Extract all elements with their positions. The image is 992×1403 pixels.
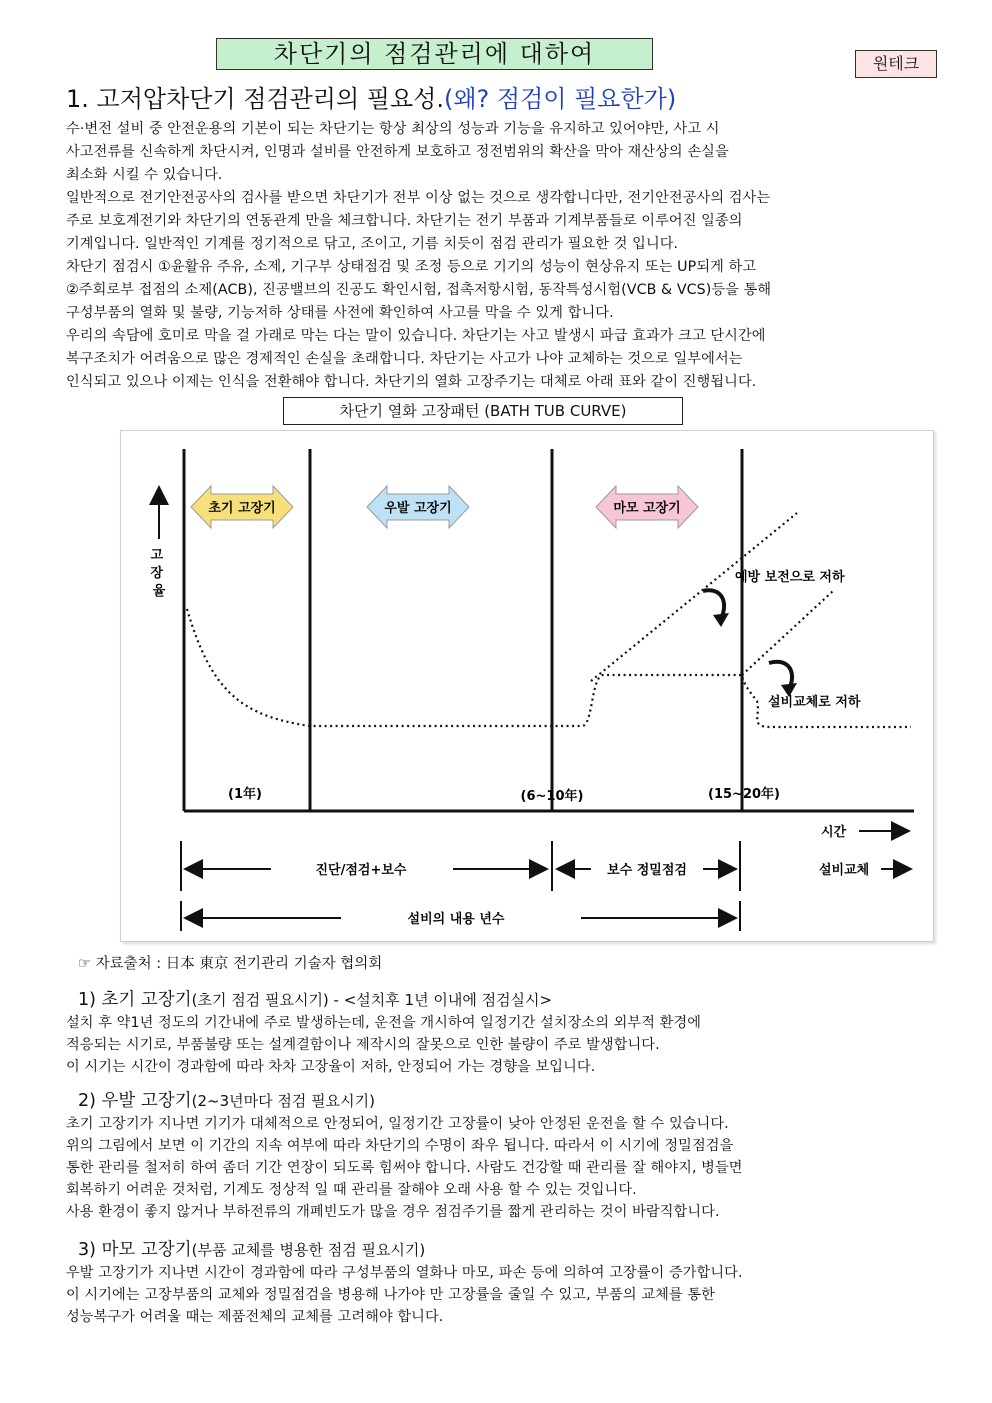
subsection-heading-wearout: [78, 1238, 425, 1262]
brand-badge: 원테크: [855, 50, 937, 78]
time-mark-6-10year: (6~10年): [520, 789, 584, 804]
phase-badge-random: [367, 486, 469, 528]
annotation-preventive: 예방 보전으로 저하: [735, 570, 845, 585]
document-title: 차단기의 점검관리에 대하여: [216, 38, 653, 70]
source-note: ☞ 자료출처 : 日本 東京 전기관리 기술자 협의회: [78, 956, 383, 972]
subsection-line: 설치 후 약1년 정도의 기간내에 주로 발생하는데, 운전을 개시하여 일정기간 설치장소의 외부적 환경에: [66, 1015, 702, 1031]
bathtub-curve-diagram: [120, 430, 934, 942]
time-mark-1year: (1年): [228, 787, 262, 802]
curved-arrow-icon: [703, 590, 729, 627]
subsection-line: 이 시기에는 고장부품의 교체와 정밀점검을 병용해 나가야 만 고장률을 줄일 수 있고, 부품의 교체를 통한: [66, 1287, 715, 1303]
phase-diagnosis-label: 진단/점검+보수: [315, 863, 407, 878]
section1-heading-main: 1. 고저압차단기 점검관리의 필요성.: [66, 85, 444, 113]
subsection-heading-initial: [78, 988, 552, 1012]
unmaintained-trend-line: [591, 513, 797, 681]
lifetime-label: 설비의 내용 년수: [407, 912, 505, 927]
curved-arrow-icon: [769, 662, 797, 697]
subsection-heading-main: 2) 우발 고장기: [78, 1091, 192, 1111]
subsection-line: 통한 관리를 철저히 하여 좀더 기간 연장이 되도록 힘써야 합니다. 사람도 건강할 때 관리를 잘 해야지, 병들면: [66, 1160, 743, 1176]
section1-line: 일반적으로 전기안전공사의 검사를 받으면 차단기가 전부 이상 없는 것으로 생각합니다만, 전기안전공사의 검사는: [66, 190, 771, 206]
subsection-line: 사용 환경이 좋지 않거나 부하전류의 개폐빈도가 많을 경우 점검주기를 짧게 관리하는 것이 바람직합니다.: [66, 1204, 720, 1220]
section1-line: 차단기 점검시 ①윤활유 주유, 소제, 기구부 상태점검 및 조정 등으로 기기의 성능이 현상유지 또는 UP되게 하고: [66, 259, 757, 275]
phase-precision-label: 보수 정밀점검: [607, 863, 687, 878]
phase-badge-initial: [191, 486, 293, 528]
subsection-line: 이 시기는 시간이 경과함에 따라 차차 고장율이 저하, 안정되어 가는 경향을 보입니다.: [66, 1059, 596, 1075]
subsection-heading-sub: (2~3년마다 점검 필요시기): [191, 1092, 375, 1110]
subsection-heading-sub: (부품 교체를 병용한 점검 필요시기): [191, 1241, 426, 1259]
phase-replace-label: 설비교체: [819, 863, 870, 878]
section1-line: 구성부품의 열화 및 불량, 기능저하 상태를 사전에 확인하여 사고를 막을 수 있게 합니다.: [66, 305, 614, 321]
subsection-heading-main: 1) 초기 고장기: [78, 990, 192, 1010]
section1-heading-accent: (왜? 점검이 필요한가): [444, 85, 677, 113]
phase-label-wearout: 마모 고장기: [613, 501, 681, 516]
subsection-line: 회복하기 어려운 것처럼, 기계도 정상적 일 때 관리를 잘해야 오래 사용 할 수 있는 것입니다.: [66, 1182, 637, 1198]
phase-badge-wearout: [596, 486, 698, 528]
section1-line: 수·변전 설비 중 안전운용의 기본이 되는 차단기는 항상 최상의 성능과 기능을 유지하고 있어야만, 사고 시: [66, 121, 720, 137]
maintained-trend-line: [742, 591, 833, 675]
section1-line: 인식되고 있으나 이제는 인식을 전환해야 합니다. 차단기의 열화 고장주기는 대체로 아래 표와 같이 진행됩니다.: [66, 374, 757, 390]
time-mark-15-20year: (15~20年): [708, 787, 780, 802]
phase-label-random: 우발 고장기: [384, 501, 452, 516]
subsection-line: 우발 고장기가 지나면 시간이 경과함에 따라 구성부품의 열화나 마모, 파손 등에 의하여 고장률이 증가합니다.: [66, 1265, 743, 1281]
subsection-line: 성능복구가 어려울 때는 제품전체의 교체를 고려해야 합니다.: [66, 1309, 444, 1325]
subsection-heading-sub: (초기 점검 필요시기) - <설치후 1년 이내에 점검실시>: [191, 991, 553, 1009]
subsection-line: 적응되는 시기로, 부품불량 또는 설계결함이나 제작시의 잘못으로 인한 불량이 주로 발생합니다.: [66, 1037, 660, 1053]
section1-line: 최소화 시킬 수 있습니다.: [66, 167, 223, 183]
x-axis-label: 시간: [821, 825, 847, 840]
subsection-line: 초기 고장기가 지나면 기기가 대체적으로 안정되어, 일정기간 고장률이 낮아 안정된 운전을 할 수 있습니다.: [66, 1116, 729, 1132]
chart-title: 차단기 열화 고장패턴 (BATH TUB CURVE): [283, 397, 683, 425]
section1-line: ②주회로부 접점의 소제(ACB), 진공밸브의 진공도 확인시험, 접촉저항시험, 동작특성시험(VCB & VCS)등을 통해: [66, 282, 772, 298]
subsection-line: 위의 그림에서 보면 이 기간의 지속 여부에 따라 차단기의 수명이 좌우 됩니다. 따라서 이 시기에 정밀점검을: [66, 1138, 734, 1154]
section1-line: 우리의 속담에 호미로 막을 걸 가래로 막는 다는 말이 있습니다. 차단기는 사고 발생시 파급 효과가 크고 단시간에: [66, 328, 766, 344]
y-axis-label: 고 장 율: [150, 548, 166, 599]
section1-line: 복구조치가 어려움으로 많은 경제적인 손실을 초래합니다. 차단기는 사고가 나야 교체하는 것으로 일부에서는: [66, 351, 743, 367]
section1-line: 기계입니다. 일반적인 기계를 정기적으로 닦고, 조이고, 기름 치듯이 점검 관리가 필요한 것 입니다.: [66, 236, 679, 252]
section1-line: 사고전류를 신속하게 차단시켜, 인명과 설비를 안전하게 보호하고 정전범위의 확산을 막아 재산상의 손실을: [66, 144, 729, 160]
phase-label-initial: 초기 고장기: [208, 501, 276, 516]
annotation-replacement: 설비교체로 저하: [768, 695, 861, 710]
bathtub-curve-svg: [121, 431, 935, 943]
section1-heading: [66, 84, 676, 114]
subsection-heading-random: [78, 1089, 375, 1113]
section1-line: 주로 보호계전기와 차단기의 연동관계 만을 체크합니다. 차단기는 전기 부품과 기계부품들로 이루어진 일종의: [66, 213, 743, 229]
subsection-heading-main: 3) 마모 고장기: [78, 1240, 192, 1260]
